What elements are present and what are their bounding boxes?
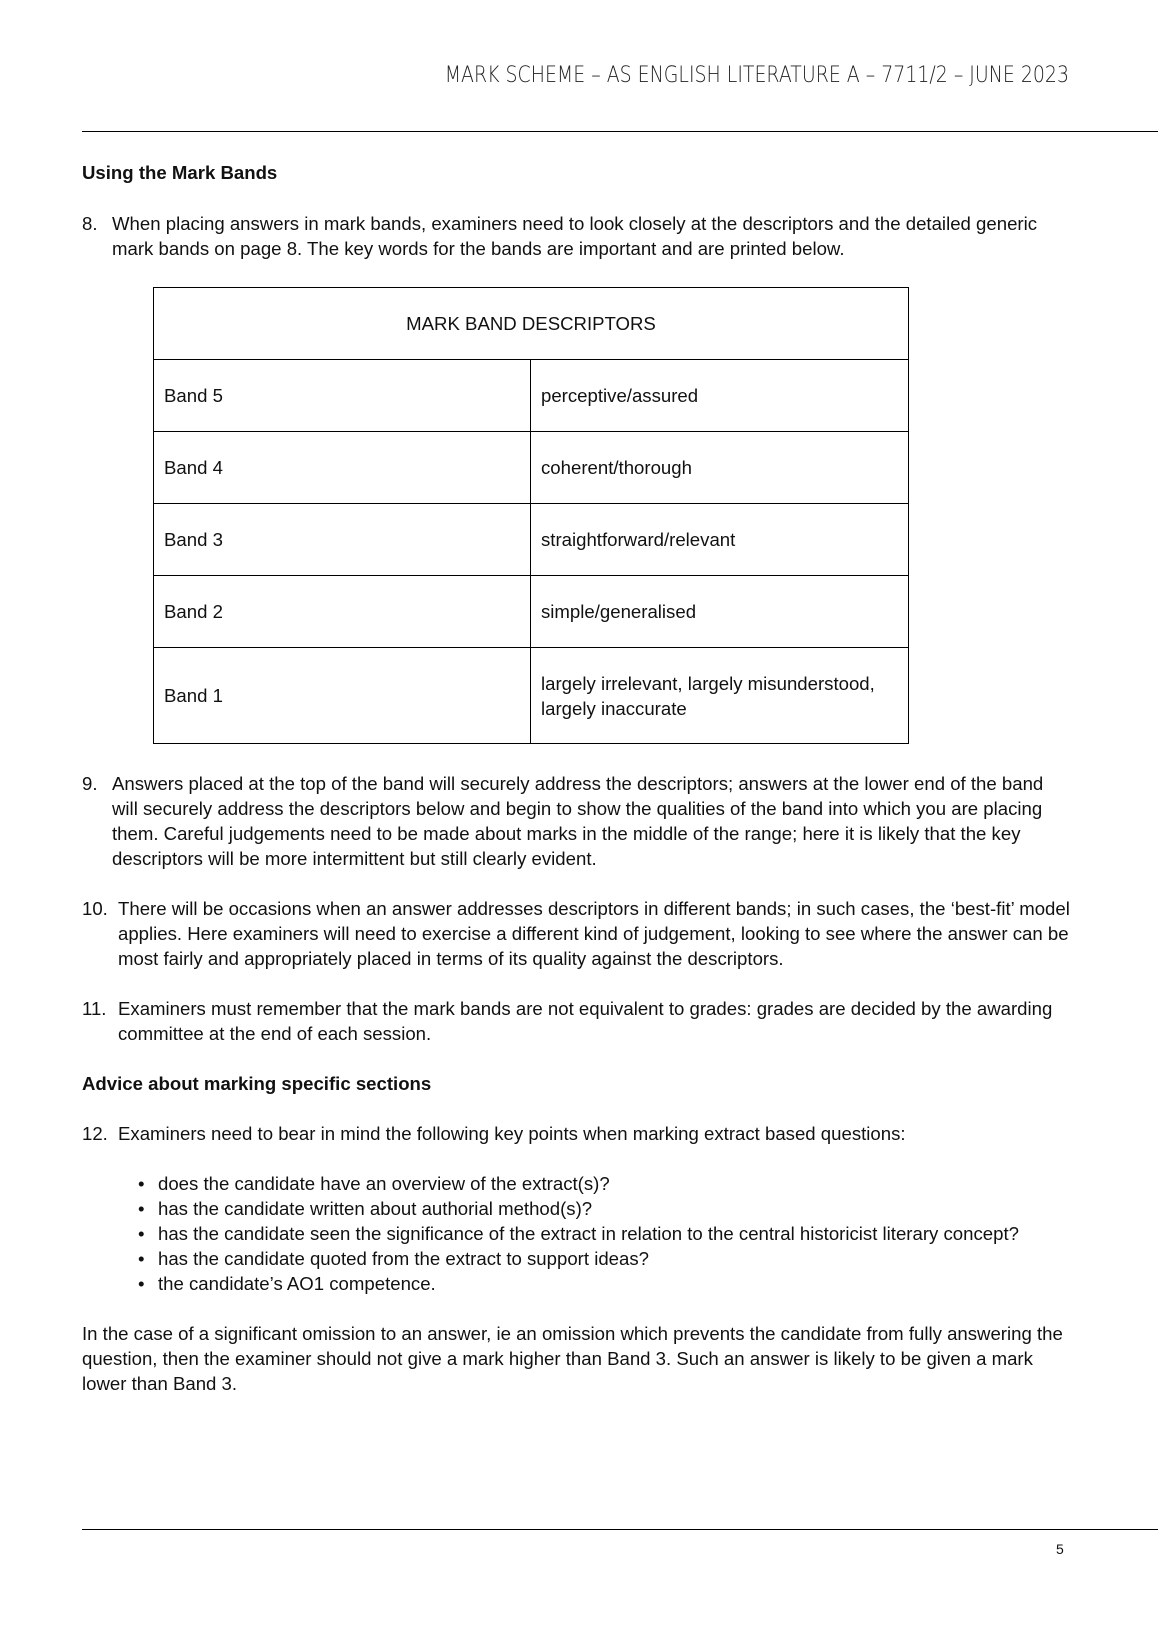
- page-number: 5: [1056, 1541, 1064, 1557]
- band-descriptor: simple/generalised: [531, 576, 909, 648]
- band-label: Band 1: [154, 648, 531, 744]
- item-number: 9.: [82, 773, 98, 794]
- band-descriptor: straightforward/relevant: [531, 504, 909, 576]
- band-label: Band 5: [154, 360, 531, 432]
- list-item-11: [82, 996, 1072, 1046]
- bullet-point: • has the candidate seen the significance of the extract in relation to the central historicist literary concept?: [138, 1221, 1058, 1246]
- bullet-point: • has the candidate written about authorial method(s)?: [138, 1196, 1058, 1221]
- table-heading: MARK BAND DESCRIPTORS: [154, 288, 909, 360]
- bullet-point: • the candidate’s AO1 competence.: [138, 1271, 1058, 1296]
- band-label: Band 2: [154, 576, 531, 648]
- closing-paragraph: In the case of a significant omission to an answer, ie an omission which prevents the candidate from fully answering the question, then the examiner should not give a mark higher than Band 3. Such an answer is likely to be given a mark lower than Band 3.: [82, 1323, 1063, 1394]
- table-row: [154, 504, 909, 576]
- table-row: [154, 576, 909, 648]
- item-number: 12.: [82, 1123, 108, 1144]
- band-descriptor: perceptive/assured: [531, 360, 909, 432]
- bullet-point: • does the candidate have an overview of the extract(s)?: [138, 1171, 1058, 1196]
- list-item-10: [82, 896, 1072, 971]
- band-label: Band 4: [154, 432, 531, 504]
- band-label: Band 3: [154, 504, 531, 576]
- item-number: 11.: [82, 998, 107, 1019]
- item-text: Examiners need to bear in mind the following key points when marking extract based questions:: [118, 1123, 906, 1144]
- footer-divider: [82, 1529, 1158, 1530]
- page-content: [82, 160, 1082, 1415]
- item-text: Examiners must remember that the mark bands are not equivalent to grades: grades are decided by the awarding committee at the end of each session.: [118, 998, 1053, 1044]
- item-text: When placing answers in mark bands, examiners need to look closely at the descriptors and the detailed generic mark bands on page 8. The key words for the bands are important and are printed below.: [112, 213, 1038, 259]
- key-points-list: [82, 1171, 1082, 1296]
- mark-band-descriptors-table: [153, 287, 909, 744]
- bullet-point: • has the candidate quoted from the extract to support ideas?: [138, 1246, 1058, 1271]
- item-text: Answers placed at the top of the band will securely address the descriptors; answers at the lower end of the band will securely address the descriptors below and begin to show the qualities of the band into which you are placing them. Careful judgements need to be made about marks in the middle of the range; here it is likely that the key descriptors will be more intermittent but still clearly evident.: [112, 773, 1044, 869]
- section-heading-mark-bands: Using the Mark Bands: [82, 162, 278, 183]
- page-header-title: MARK SCHEME – AS ENGLISH LITERATURE A – 7711/2 – JUNE 2023: [444, 63, 1069, 88]
- item-number: 8.: [82, 213, 98, 234]
- list-item-12: [82, 1121, 1082, 1146]
- table-row: [154, 432, 909, 504]
- table-row: [154, 360, 909, 432]
- item-text: There will be occasions when an answer addresses descriptors in different bands; in such cases, the ‘best-fit’ model applies. Here examiners will need to exercise a different kind of judgement, looking to see where the answer can be most fairly and appropriately placed in terms of its quality against the descriptors.: [118, 898, 1070, 969]
- table-row: [154, 648, 909, 744]
- header-divider: [82, 131, 1158, 132]
- list-item-9: [82, 771, 1072, 871]
- item-number: 10.: [82, 898, 108, 919]
- list-item-8: [82, 211, 1062, 261]
- band-descriptor: coherent/thorough: [531, 432, 909, 504]
- band-descriptor: largely irrelevant, largely misunderstood, largely inaccurate: [531, 648, 909, 744]
- section-heading-advice: Advice about marking specific sections: [82, 1073, 432, 1094]
